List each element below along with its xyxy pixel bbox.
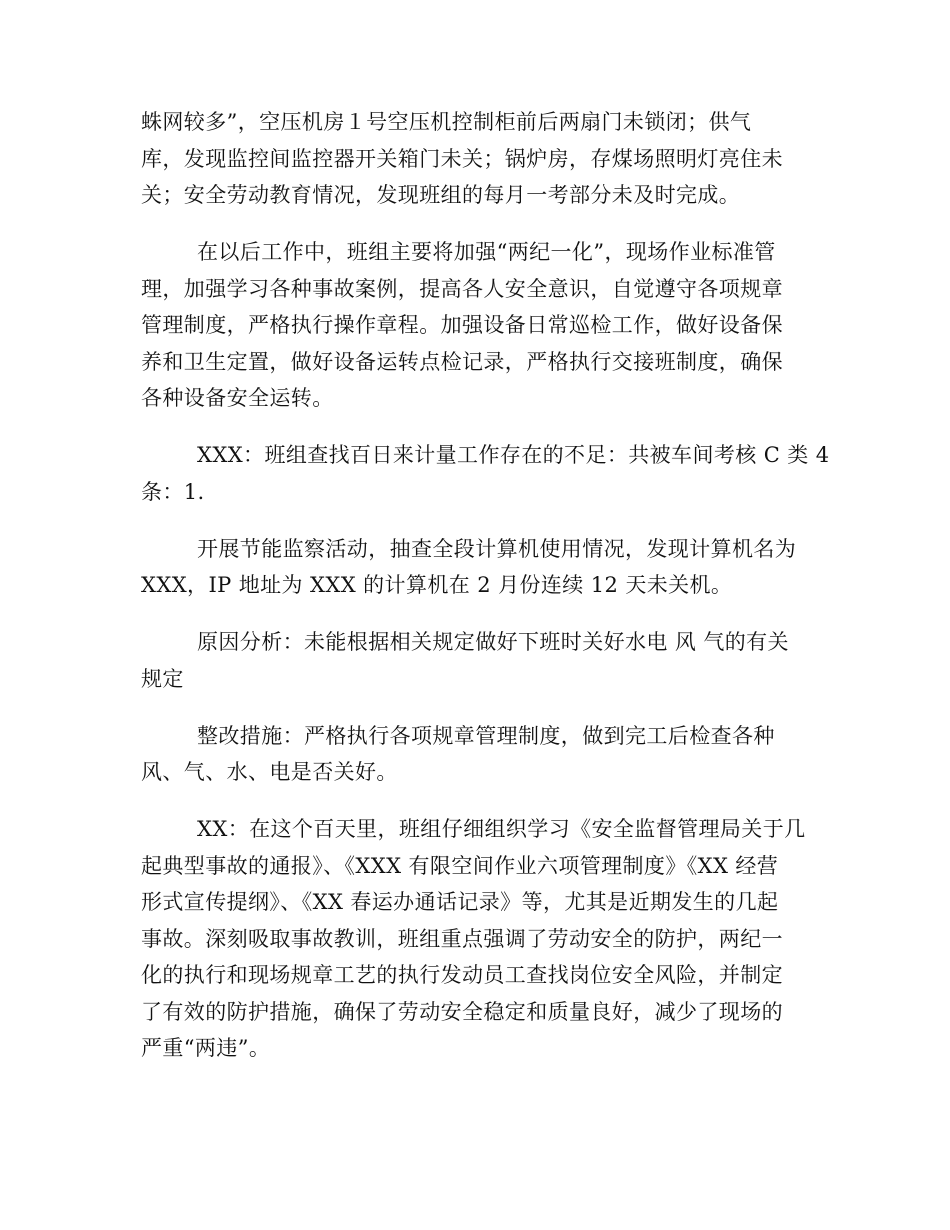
paragraph-3 (141, 443, 830, 504)
text-line: XX：在这个百天里，班组仔细组织学习《安全监督管理局关于几 (197, 817, 806, 841)
text-line: 起典型事故的通报》、《XXX 有限空间作业六项管理制度》《XX 经营 (141, 853, 779, 878)
text-line: 化的执行和现场规章工艺的执行发动员工查找岗位安全风险，并制定 (141, 963, 783, 987)
text-line: 养和卫生定置，做好设备运转点检记录，严格执行交接班制度，确保 (141, 349, 783, 374)
text-line: 了有效的防护措施，确保了劳动安全稳定和质量良好，减少了现场的 (141, 999, 783, 1024)
text-line: 在以后工作中，班组主要将加强“两纪一化”，现场作业标准管 (197, 240, 776, 264)
text-line: 事故。深刻吸取事故教训，班组重点强调了劳动安全的防护，两纪一 (141, 926, 783, 951)
text-line: 风、气、水、电是否关好。 (141, 760, 398, 784)
text-line: XXX：班组查找百日来计量工作存在的不足：共被车间考核 C 类 4 (197, 443, 830, 467)
text-line: 管理制度，严格执行操作章程。加强设备日常巡检工作，做好设备保 (141, 313, 783, 337)
paragraph-1 (141, 112, 809, 206)
text-line: 库，发现监控间监控器开关箱门未关；锅炉房，存煤场照明灯亮住未 (141, 146, 783, 171)
text-line: 原因分析：未能根据相关规定做好下班时关好水电 风 气的有关 (197, 630, 789, 654)
text-line: 蛛网较多”，空压机房１号空压机控制柜前后两扇门未锁闭；供气 (141, 110, 752, 134)
text-line: 整改措施：严格执行各项规章管理制度，做到完工后检查各种 (197, 723, 775, 748)
text-line: 规定 (141, 666, 184, 691)
document-body (141, 110, 830, 1075)
text-line: XXX，IP 地址为 XXX 的计算机在 2 月份连续 12 天未关机。 (141, 573, 733, 597)
text-line: 条：1. (141, 479, 205, 504)
text-line: 各种设备安全运转。 (141, 386, 334, 410)
paragraph-6 (141, 723, 809, 784)
paragraph-5 (141, 632, 809, 690)
text-line: 理，加强学习各种事故案例，提高各人安全意识，自觉遵守各项规章 (141, 276, 783, 301)
paragraph-4 (141, 536, 809, 597)
paragraph-7 (141, 819, 809, 1059)
text-line: 形式宣传提纲》、《XX 春运办通话记录》等，尤其是近期发生的几起 (141, 890, 779, 914)
text-line: 严重“两违”。 (141, 1036, 271, 1060)
text-line: 关；安全劳动教育情况，发现班组的每月一考部分未及时完成。 (141, 183, 741, 207)
text-line: 开展节能监察活动，抽查全段计算机使用情况，发现计算机名为 (197, 536, 797, 561)
paragraph-2 (141, 242, 809, 409)
